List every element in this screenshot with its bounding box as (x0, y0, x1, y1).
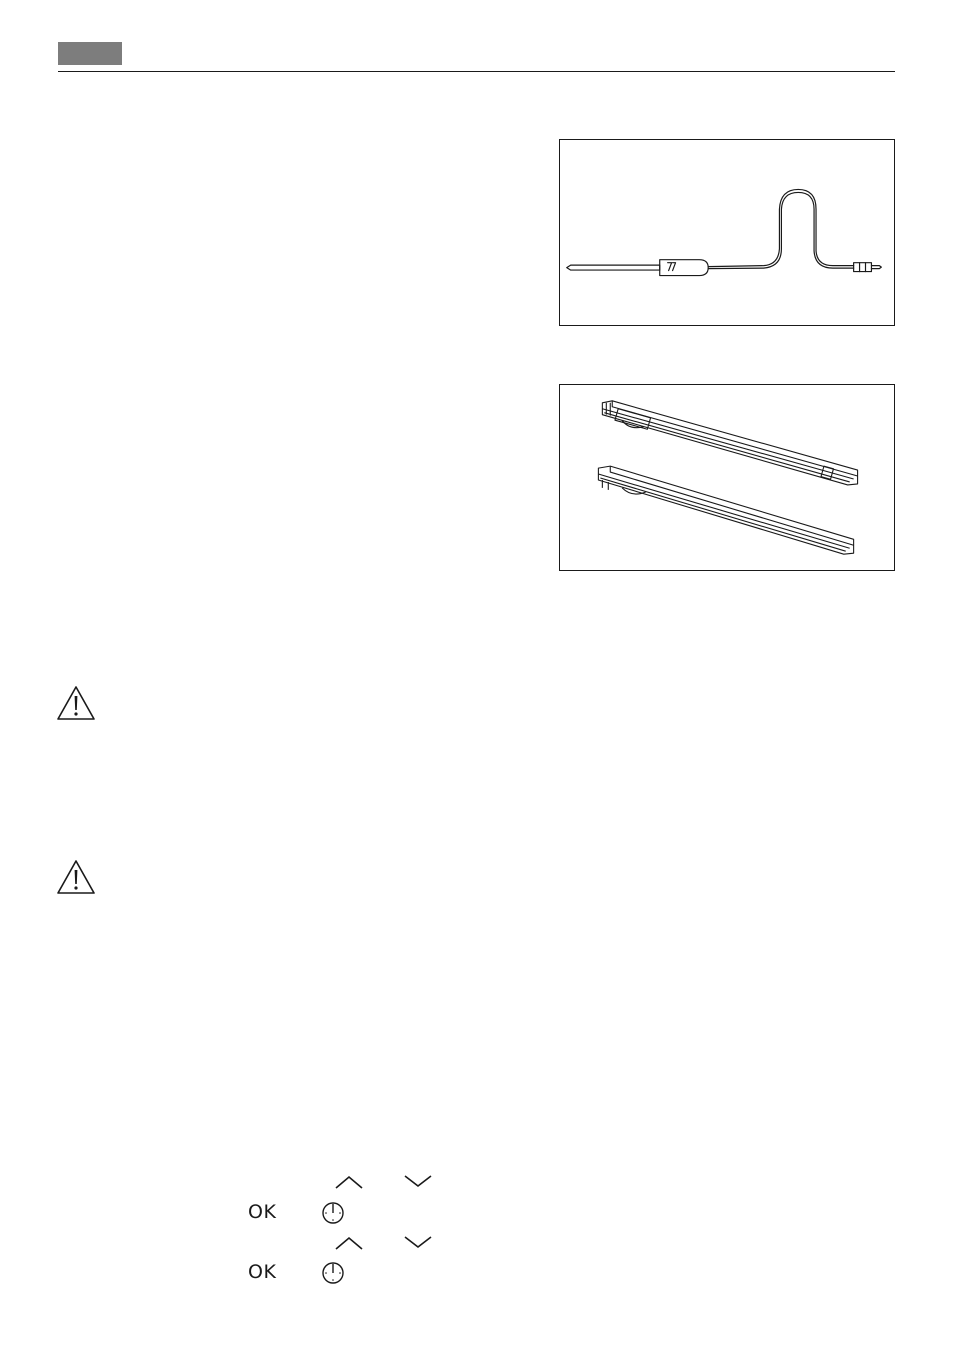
chevron-up-icon (334, 1235, 364, 1251)
ok-clock-row (246, 1257, 506, 1291)
meat-probe-illustration (560, 140, 894, 325)
chevron-up-icon (334, 1174, 364, 1190)
meat-probe-figure (559, 139, 895, 326)
ok-key-label: OK (248, 1201, 277, 1223)
chevron-down-icon (403, 1173, 433, 1189)
telescopic-runners-illustration (560, 385, 894, 570)
ok-clock-row (246, 1197, 506, 1231)
ok-key-label: OK (248, 1261, 277, 1283)
clock-icon (321, 1201, 345, 1225)
section-header-tab (58, 42, 122, 65)
header-rule (58, 71, 895, 72)
chevron-down-icon (403, 1234, 433, 1250)
warning-icon (56, 685, 96, 721)
clock-icon (321, 1261, 345, 1285)
telescopic-runners-figure (559, 384, 895, 571)
warning-icon (56, 859, 96, 895)
